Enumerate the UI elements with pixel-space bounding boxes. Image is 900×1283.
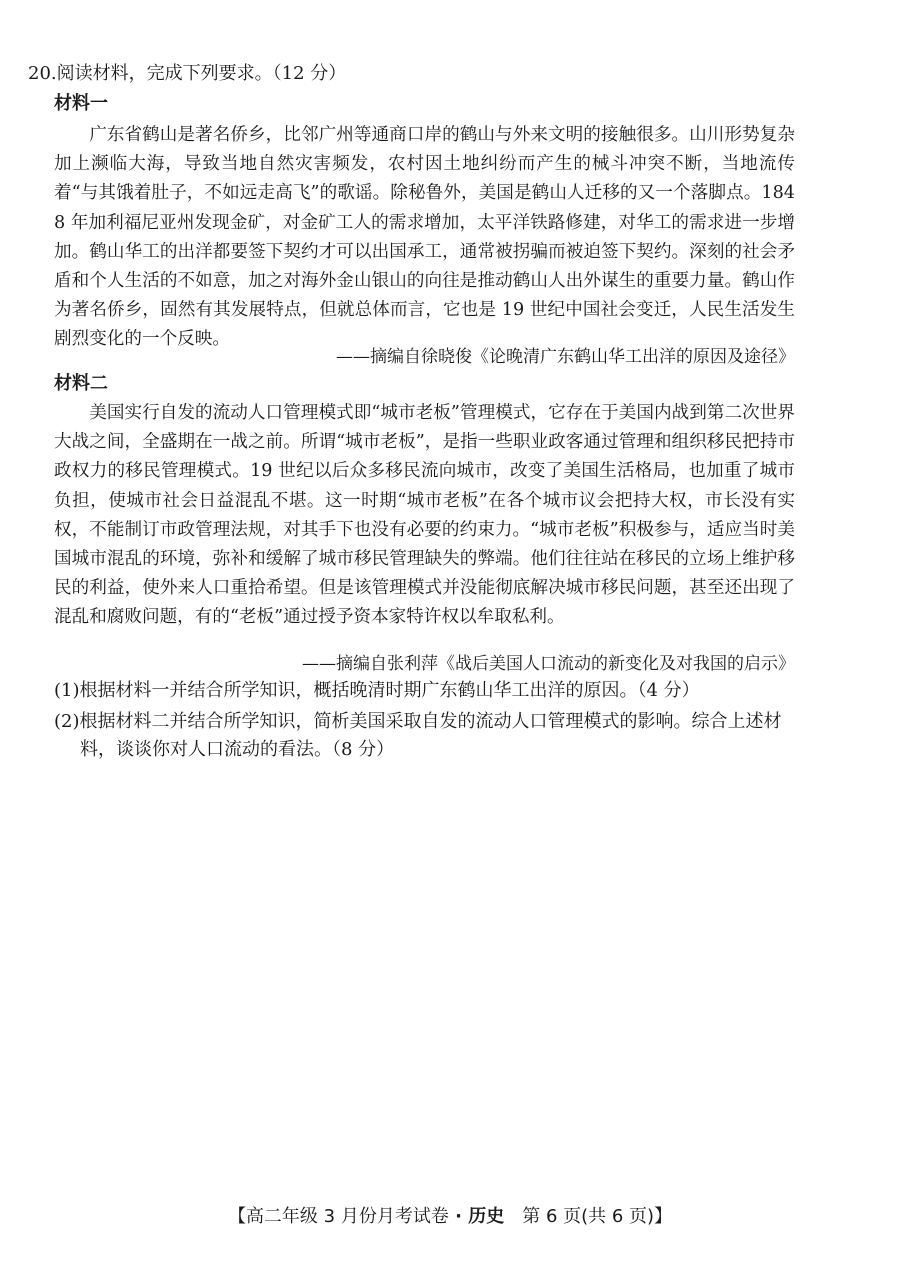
subquestion-1: (1)根据材料一并结合所学知识，概括晚清时期广东鹤山华工出洋的原因。（4 分）	[54, 680, 700, 701]
footer-page-info: 第 6 页(共 6 页)	[504, 1206, 655, 1227]
footer-right-bracket: 】	[654, 1206, 673, 1227]
footer-exam-name: 高二年级 3 月份月考试卷	[245, 1206, 449, 1227]
footer-dot: ·	[448, 1206, 469, 1227]
material2-body: 美国实行自发的流动人口管理模式即“城市老板”管理模式，它存在于美国内战到第二次世界大战之间，全盛期在一战之前。所谓“城市老板”，是指一些职业政客通过管理和组织移民把持市政权力的移民管理模式。19 世纪以后众多移民流向城市，改变了美国生活格局，也加重了城市负担，使城市社会日益混乱不堪。这一时期“城市老板”在各个城市议会把持大权，市长没有实权，不能制订市政管理法规，对其手下也没有必要的约束力。“城市老板”积极参与，适应当时美国城市混乱的环境，弥补和缓解了城市移民管理缺失的弊端。他们往往站在移民的立场上维护移民的利益，使外来人口重拾希望。但是该管理模式并没能彻底解决城市移民问题，甚至还出现了混乱和腐败问题，有的“老板”通过授予资本家特许权以牟取私利。	[54, 403, 795, 628]
material2-source: ——摘编自张利萍《战后美国人口流动的新变化及对我国的启示》	[302, 654, 795, 674]
material1-body: 广东省鹤山是著名侨乡，比邻广州等通商口岸的鹤山与外来文明的接触很多。山川形势复杂加上濒临大海，导致当地自然灾害频发，农村因土地纠纷而产生的械斗冲突不断，当地流传着“与其饿着肚子，不如远走高飞”的歌谣。除秘鲁外，美国是鹤山人迁移的又一个落脚点。1848 年加利福尼亚州发现金矿，对金矿工人的需求增加，太平洋铁路修建，对华工的需求进一步增加。鹤山华工的出洋都要签下契约才可以出国承工，通常被拐骗而被迫签下契约。深刻的社会矛盾和个人生活的不如意，加之对海外金山银山的向往是推动鹤山人出外谋生的重要力量。鹤山作为著名侨乡，固然有其发展特点，但就总体而言，它也是 19 世纪中国社会变迁，人民生活发生剧烈变化的一个反映。	[54, 125, 795, 350]
footer-left-bracket: 【	[227, 1206, 246, 1227]
material2-title: 材料二	[54, 373, 108, 394]
question-header: 20.阅读材料，完成下列要求。（12 分）	[28, 63, 347, 84]
subquestion-2: (2)根据材料二并结合所学知识，简析美国采取自发的流动人口管理模式的影响。综合上述材料，谈谈你对人口流动的看法。（8 分）	[54, 711, 782, 760]
material1-title: 材料一	[54, 93, 108, 114]
material1-source: ——摘编自徐晓俊《论晚清广东鹤山华工出洋的原因及途径》	[336, 347, 795, 367]
footer-subject: 历史	[468, 1206, 505, 1227]
page-footer	[0, 1205, 900, 1229]
